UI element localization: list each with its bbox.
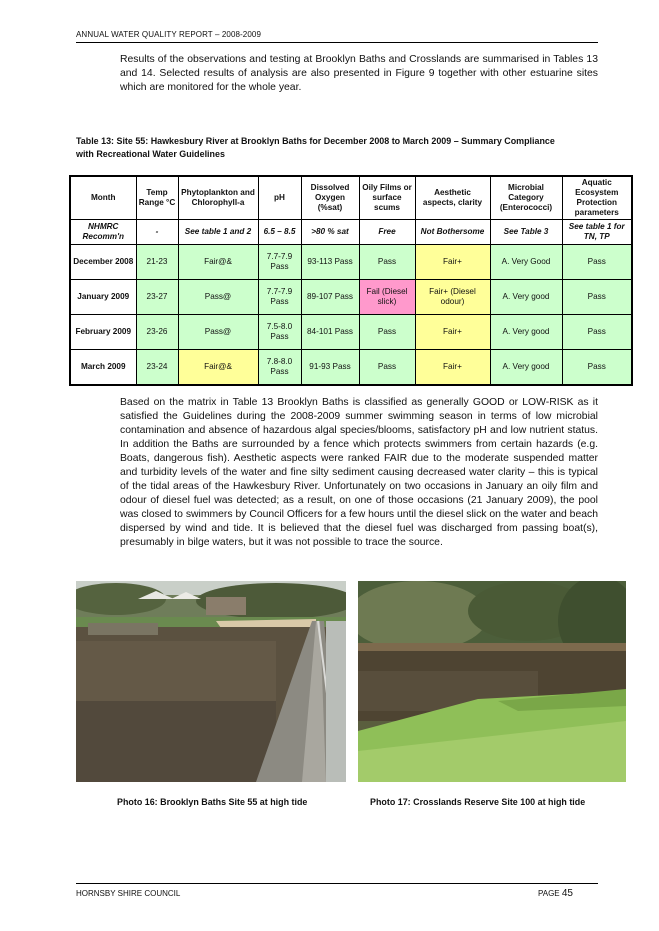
photo-brooklyn-baths [76,581,346,782]
nhmrc-row [70,220,632,245]
row-aesthetic: Fair+ [415,350,490,386]
footer-organisation: HORNSBY SHIRE COUNCIL [76,889,181,898]
report-header: ANNUAL WATER QUALITY REPORT – 2008-2009 [76,30,598,43]
table-header-row [70,176,632,220]
header-month: Month [70,176,136,220]
nhmrc-month: NHMRC Recomm'n [70,220,136,245]
nhmrc-ph: 6.5 – 8.5 [258,220,301,245]
nhmrc-aesthetic: Not Bothersome [415,220,490,245]
row-microbial: A. Very good [490,280,562,315]
row-temp: 23-27 [136,280,178,315]
page-num: 45 [561,888,573,899]
photo-17-caption: Photo 17: Crosslands Reserve Site 100 at high tide [370,797,586,808]
row-do: 89-107 Pass [301,280,359,315]
row-aquatic: Pass [562,245,632,280]
row-month: February 2009 [70,315,136,350]
row-oily: Pass [359,350,415,386]
photo-crosslands-reserve [358,581,626,782]
water-quality-table [69,175,633,386]
row-oily: Pass [359,245,415,280]
header-phyto: Phytoplankton and Chlorophyll-a [178,176,258,220]
row-aquatic: Pass [562,280,632,315]
header-temp: Temp Range °C [136,176,178,220]
table-row [70,245,632,280]
row-ph: 7.8-8.0 Pass [258,350,301,386]
row-ph: 7.5-8.0 Pass [258,315,301,350]
row-phyto: Fair@& [178,245,258,280]
page-label: PAGE [538,889,562,898]
row-microbial: A. Very good [490,315,562,350]
row-month: December 2008 [70,245,136,280]
row-do: 91-93 Pass [301,350,359,386]
row-aesthetic: Fair+ [415,245,490,280]
page-number [538,888,573,899]
row-aquatic: Pass [562,315,632,350]
header-do: Dissolved Oxygen (%sat) [301,176,359,220]
nhmrc-aquatic: See table 1 for TN, TP [562,220,632,245]
header-oily: Oily Films or surface scums [359,176,415,220]
nhmrc-phyto: See table 1 and 2 [178,220,258,245]
table-caption: Table 13: Site 55: Hawkesbury River at Brooklyn Baths for December 2008 to March 2009 – Summary Compliance with Recreational Water Guidelines [76,136,555,160]
footer-divider [76,883,598,884]
row-aquatic: Pass [562,350,632,386]
body-paragraph: Based on the matrix in Table 13 Brooklyn Baths is classified as generally GOOD or LOW-RISK as it satisfied the Guidelines during the 2008-2009 summer swimming season in terms of low microbial contamination and absence of hazardous algal species/blooms, satisfactory pH and low nutrient status. In addition the Baths are surrounded by a fence which protects swimmers from certain hazards (e.g. Boats, dangerous fish). Aesthetic aspects were ranked FAIR due to the moderate suspended matter and turbidity levels of the water and fine silty sediment causing decreased water clarity – this is typical of the tidal areas of the Hawkesbury River. Unfortunately on two occasions in January an oily film and odour of diesel fuel was detected; as a result, on one of those occasions (21 January 2009), the pool was closed to swimmers by Council Officers for a few hours until the diesel slick on the water and beach dispersed by wind and tide. It is believed that the diesel fuel was discharged from passing boat(s), presumably in bilge waters, but it was not possible to trace the source. [120,397,598,548]
nhmrc-temp: - [136,220,178,245]
header-aquatic: Aquatic Ecosystem Protection parameters [562,176,632,220]
row-month: January 2009 [70,280,136,315]
row-phyto: Fair@& [178,350,258,386]
row-month: March 2009 [70,350,136,386]
row-do: 93-113 Pass [301,245,359,280]
row-ph: 7.7-7.9 Pass [258,280,301,315]
row-oily: Pass [359,315,415,350]
table-row [70,280,632,315]
nhmrc-oily: Free [359,220,415,245]
row-microbial: A. Very good [490,350,562,386]
row-aesthetic: Fair+ (Diesel odour) [415,280,490,315]
row-temp: 23-26 [136,315,178,350]
nhmrc-do: >80 % sat [301,220,359,245]
table-row [70,315,632,350]
header-aesthetic: Aesthetic aspects, clarity [415,176,490,220]
row-microbial: A. Very Good [490,245,562,280]
header-ph: pH [258,176,301,220]
row-phyto: Pass@ [178,315,258,350]
row-aesthetic: Fair+ [415,315,490,350]
nhmrc-microbial: See Table 3 [490,220,562,245]
row-do: 84-101 Pass [301,315,359,350]
row-ph: 7.7-7.9 Pass [258,245,301,280]
row-phyto: Pass@ [178,280,258,315]
row-temp: 21-23 [136,245,178,280]
table-row [70,350,632,386]
row-oily: Fail (Diesel slick) [359,280,415,315]
photo-16-caption: Photo 16: Brooklyn Baths Site 55 at high tide [117,797,308,808]
header-microbial: Microbial Category (Enterococci) [490,176,562,220]
row-temp: 23-24 [136,350,178,386]
intro-paragraph: Results of the observations and testing at Brooklyn Baths and Crosslands are summarised in Tables 13 and 14. Selected results of analysis are also presented in Figure 9 together with other estuarine sites which are monitored for the whole year. [120,54,598,93]
